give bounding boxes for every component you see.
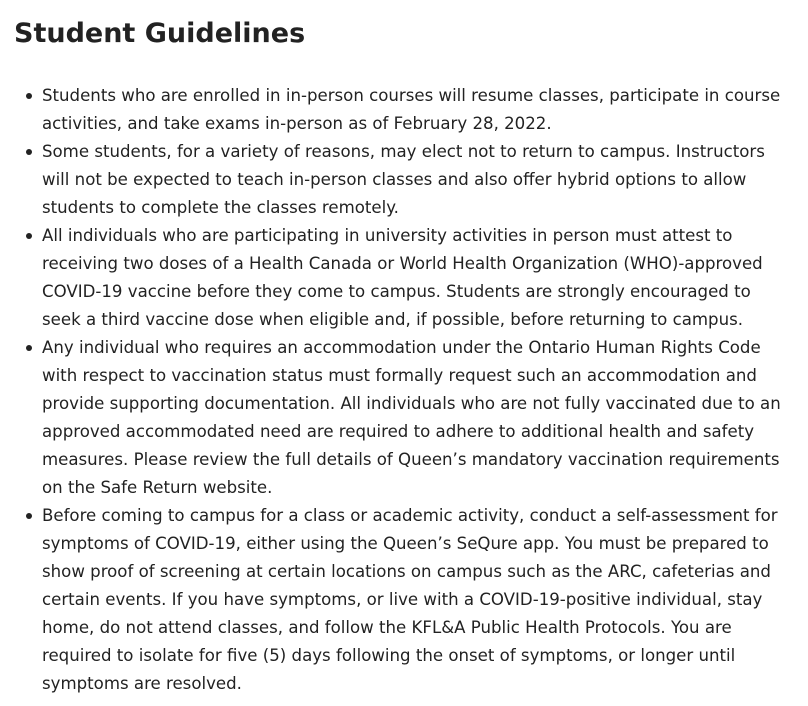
list-item-text: Any individual who requires an accommodation under the Ontario Human Rights Code with respect to vaccination status must formally request such an accommodation and provide supporting documentation. All individuals who are not fully vaccinated due to an approved accommodated need are required to adhere to additional health and safety measures. Please review the full details of Queen’s mandatory vaccination requirements on the Safe Return website. [42, 338, 781, 497]
bullet-icon [26, 513, 32, 519]
bullet-icon [26, 149, 32, 155]
guidelines-list [14, 82, 790, 698]
list-item [42, 502, 790, 698]
list-item [42, 222, 790, 334]
list-item-text: Some students, for a variety of reasons, may elect not to return to campus. Instructors will not be expected to teach in-person classes and also offer hybrid options to allow students to complete the classes remotely. [42, 142, 765, 217]
bullet-icon [26, 93, 32, 99]
bullet-icon [26, 345, 32, 351]
list-item [42, 138, 790, 222]
page-title: Student Guidelines [14, 18, 306, 49]
list-item-text: Students who are enrolled in in-person courses will resume classes, participate in course activities, and take exams in-person as of February 28, 2022. [42, 86, 781, 133]
list-item [42, 82, 790, 138]
list-item [42, 334, 790, 502]
list-item-text: All individuals who are participating in university activities in person must attest to receiving two doses of a Health Canada or World Health Organization (WHO)-approved COVID-19 vaccine before they come to campus. Students are strongly encouraged to seek a third vaccine dose when eligible and, if possible, before returning to campus. [42, 226, 763, 329]
list-item-text: Before coming to campus for a class or academic activity, conduct a self-assessment for symptoms of COVID-19, either using the Queen’s SeQure app. You must be prepared to show proof of screening at certain locations on campus such as the ARC, cafeterias and certain events. If you have symptoms, or live with a COVID-19-positive individual, stay home, do not attend classes, and follow the KFL&A Public Health Protocols. You are required to isolate for five (5) days following the onset of symptoms, or longer until symptoms are resolved. [42, 506, 778, 693]
bullet-icon [26, 233, 32, 239]
